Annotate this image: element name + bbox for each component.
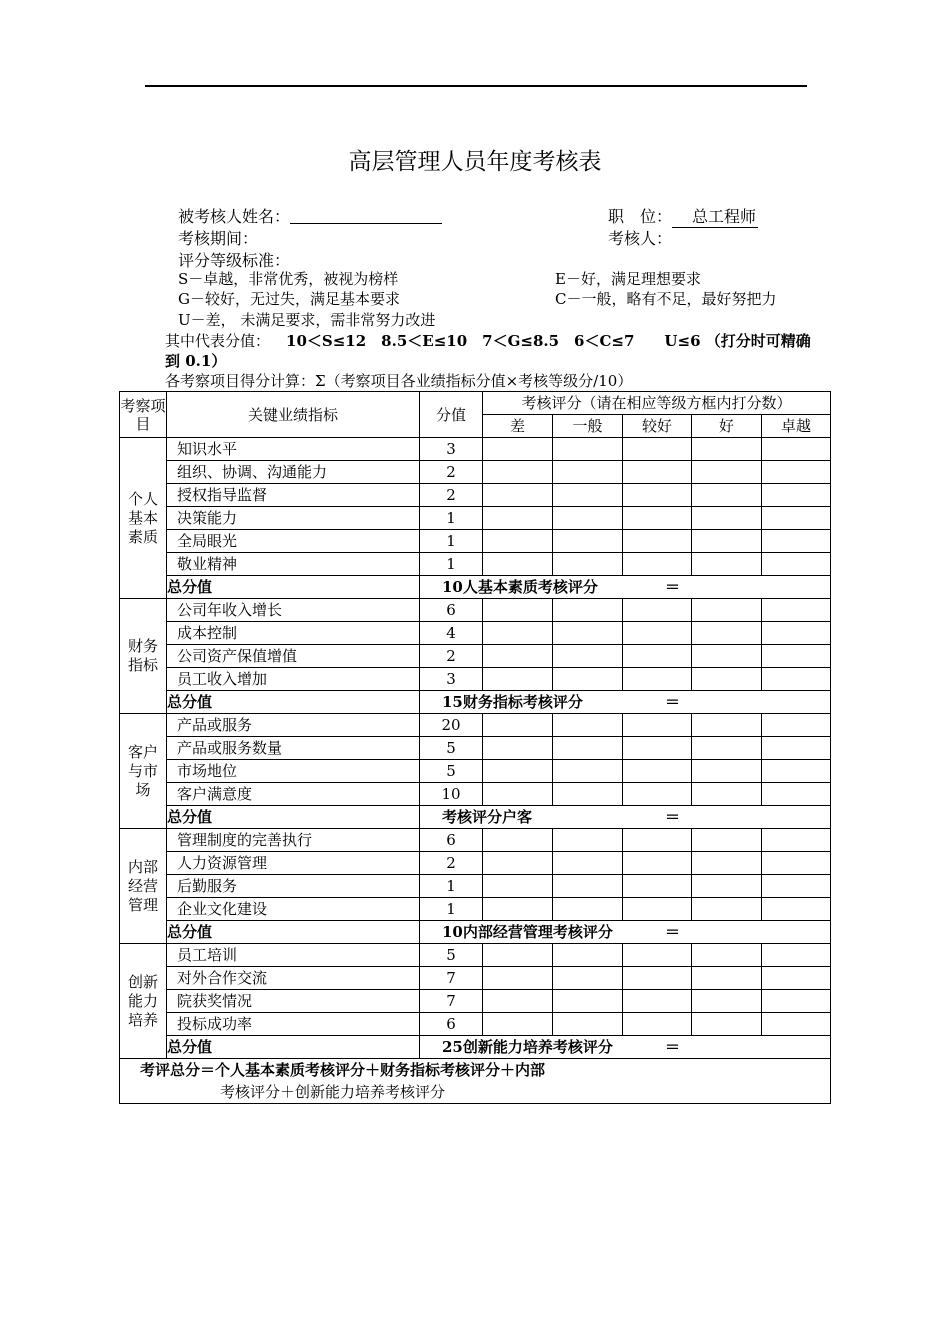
criteria-label: 评分等级标准：	[178, 251, 291, 270]
score-cell[interactable]	[483, 438, 553, 461]
kpi-name: 员工收入增加	[167, 668, 420, 691]
table-row	[120, 507, 831, 530]
score-cell[interactable]	[692, 967, 762, 990]
header-eval: 考核评分（请在相应等级方框内打分数）	[483, 392, 831, 415]
score-cell[interactable]	[623, 829, 692, 852]
kpi-weight: 6	[420, 1013, 483, 1036]
section-total-row	[120, 921, 831, 944]
score-cell[interactable]	[623, 461, 692, 484]
kpi-weight: 1	[420, 530, 483, 553]
score-cell[interactable]	[623, 714, 692, 737]
kpi-weight: 2	[420, 852, 483, 875]
score-cell[interactable]	[553, 852, 623, 875]
score-ranges-row	[165, 330, 811, 351]
kpi-weight: 1	[420, 507, 483, 530]
section-total-row	[120, 806, 831, 829]
score-ranges-label: 其中代表分值：	[165, 332, 271, 350]
score-cell[interactable]	[623, 438, 692, 461]
assessee-name-row	[178, 204, 442, 227]
score-cell[interactable]	[692, 714, 762, 737]
table-row	[120, 645, 831, 668]
kpi-name: 对外合作交流	[167, 967, 420, 990]
score-cell[interactable]	[692, 829, 762, 852]
position-label: 职 位：	[608, 207, 673, 226]
position-value[interactable]: 总工程师	[672, 204, 758, 228]
score-cell[interactable]	[553, 829, 623, 852]
score-cell[interactable]	[553, 438, 623, 461]
score-cell[interactable]	[623, 668, 692, 691]
grade-header-average: 一般	[553, 415, 623, 438]
kpi-weight: 2	[420, 461, 483, 484]
section-score-label: 财务指标考核评分	[462, 693, 583, 711]
section-name: 财务指标	[120, 599, 167, 714]
score-cell[interactable]	[762, 852, 831, 875]
score-cell[interactable]	[762, 507, 831, 530]
score-cell[interactable]	[623, 1013, 692, 1036]
section-total-weight	[420, 921, 613, 943]
score-cell[interactable]	[553, 461, 623, 484]
total-label: 总分值	[167, 1036, 420, 1059]
kpi-name: 产品或服务数量	[167, 737, 420, 760]
kpi-name: 员工培训	[167, 944, 420, 967]
table-row	[120, 875, 831, 898]
kpi-weight: 1	[420, 898, 483, 921]
section-total-weight	[420, 1036, 613, 1058]
score-cell[interactable]	[623, 944, 692, 967]
kpi-name: 院获奖情况	[167, 990, 420, 1013]
section-total-score	[420, 1036, 831, 1059]
score-cell[interactable]	[692, 484, 762, 507]
score-cell[interactable]	[483, 622, 553, 645]
score-cell[interactable]	[692, 944, 762, 967]
section-total-row	[120, 691, 831, 714]
kpi-name: 产品或服务	[167, 714, 420, 737]
score-cell[interactable]	[762, 829, 831, 852]
kpi-name: 成本控制	[167, 622, 420, 645]
score-cell[interactable]	[483, 783, 553, 806]
grade-c-text: C－一般，略有不足，最好努把力	[555, 290, 777, 308]
score-cell[interactable]	[762, 760, 831, 783]
section-total-score	[420, 806, 831, 829]
kpi-name: 公司年收入增长	[167, 599, 420, 622]
total-weight: 25	[442, 1038, 463, 1056]
score-cell[interactable]	[553, 737, 623, 760]
table-row	[120, 530, 831, 553]
kpi-weight: 2	[420, 484, 483, 507]
score-cell[interactable]	[483, 737, 553, 760]
section-total-weight	[420, 691, 583, 713]
table-row	[120, 1013, 831, 1036]
grade-u-text: U－差， 未满足要求，需非常努力改进	[178, 311, 436, 329]
grade-e-text: E－好，满足理想要求	[555, 270, 701, 288]
score-cell[interactable]	[553, 530, 623, 553]
score-cell[interactable]	[762, 622, 831, 645]
score-cell[interactable]	[623, 484, 692, 507]
kpi-name: 管理制度的完善执行	[167, 829, 420, 852]
score-cell[interactable]	[762, 530, 831, 553]
score-cell[interactable]	[623, 990, 692, 1013]
score-cell[interactable]	[692, 622, 762, 645]
score-cell[interactable]	[692, 599, 762, 622]
score-cell[interactable]	[692, 438, 762, 461]
section-total-score	[420, 576, 831, 599]
score-ranges-values: 10＜S≤12 8.5＜E≤10 7＜G≤8.5 6＜C≤7 U≤6 （打分时可精确	[286, 332, 811, 350]
score-cell[interactable]	[762, 944, 831, 967]
score-cell[interactable]	[692, 668, 762, 691]
kpi-weight: 2	[420, 645, 483, 668]
grade-g-text: G－较好，无过失，满足基本要求	[178, 290, 400, 308]
score-cell[interactable]	[762, 645, 831, 668]
score-cell[interactable]	[553, 553, 623, 576]
table-row	[120, 622, 831, 645]
score-cell[interactable]	[483, 645, 553, 668]
kpi-name: 敬业精神	[167, 553, 420, 576]
header-kpi: 关键业绩指标	[167, 392, 420, 438]
section-total-score	[420, 921, 831, 944]
score-cell[interactable]	[762, 461, 831, 484]
score-cell[interactable]	[483, 944, 553, 967]
score-cell[interactable]	[762, 668, 831, 691]
score-cell[interactable]	[762, 783, 831, 806]
table-row	[120, 737, 831, 760]
score-cell[interactable]	[692, 645, 762, 668]
grade-header-fair: 较好	[623, 415, 692, 438]
total-label: 总分值	[167, 691, 420, 714]
kpi-name: 知识水平	[167, 438, 420, 461]
score-cell[interactable]	[553, 507, 623, 530]
section-name: 个人基本素质	[120, 438, 167, 599]
score-cell[interactable]	[483, 990, 553, 1013]
score-cell[interactable]	[483, 599, 553, 622]
score-cell[interactable]	[623, 760, 692, 783]
score-cell[interactable]	[692, 783, 762, 806]
score-cell[interactable]	[553, 1013, 623, 1036]
equals-sign: ＝	[664, 578, 680, 596]
table-row	[120, 967, 831, 990]
equals-sign: ＝	[664, 693, 680, 711]
kpi-weight: 6	[420, 599, 483, 622]
kpi-weight: 10	[420, 783, 483, 806]
kpi-weight: 3	[420, 668, 483, 691]
table-row	[120, 944, 831, 967]
final-total-cell	[120, 1059, 831, 1104]
top-rule	[145, 85, 807, 87]
table-row	[120, 760, 831, 783]
table-row	[120, 438, 831, 461]
score-cell[interactable]	[483, 553, 553, 576]
score-cell[interactable]	[553, 944, 623, 967]
score-cell[interactable]	[762, 737, 831, 760]
score-cell[interactable]	[623, 967, 692, 990]
score-cell[interactable]	[762, 484, 831, 507]
score-cell[interactable]	[483, 875, 553, 898]
score-cell[interactable]	[553, 645, 623, 668]
position-row	[608, 204, 758, 228]
kpi-name: 后勤服务	[167, 875, 420, 898]
kpi-name: 公司资产保值增值	[167, 645, 420, 668]
score-cell[interactable]	[692, 461, 762, 484]
score-cell[interactable]	[553, 599, 623, 622]
equals-sign: ＝	[664, 923, 680, 941]
score-cell[interactable]	[623, 553, 692, 576]
score-cell[interactable]	[483, 967, 553, 990]
grade-s-text: S－卓越，非常优秀，被视为榜样	[178, 270, 399, 288]
header-item: 考察项目	[120, 392, 167, 438]
score-cell[interactable]	[553, 484, 623, 507]
final-total-row	[120, 1059, 831, 1104]
header-weight: 分值	[420, 392, 483, 438]
table-row	[120, 553, 831, 576]
table-row	[120, 852, 831, 875]
kpi-name: 决策能力	[167, 507, 420, 530]
score-cell[interactable]	[762, 553, 831, 576]
score-cell[interactable]	[483, 829, 553, 852]
kpi-weight: 3	[420, 438, 483, 461]
section-total-weight	[420, 576, 598, 598]
kpi-name: 企业文化建设	[167, 898, 420, 921]
score-cell[interactable]	[553, 622, 623, 645]
total-weight: 10	[442, 578, 463, 596]
score-cell[interactable]	[623, 599, 692, 622]
kpi-name: 全局眼光	[167, 530, 420, 553]
section-name: 客户与市场	[120, 714, 167, 829]
section-name: 创新能力培养	[120, 944, 167, 1059]
calc-note: 各考察项目得分计算：Σ（考察项目各业绩指标分值×考核等级分/10）	[165, 372, 633, 390]
score-cell[interactable]	[553, 783, 623, 806]
assessment-table	[119, 391, 831, 1104]
score-cell[interactable]	[692, 852, 762, 875]
final-total-line1: 考评总分＝个人基本素质考核评分＋财务指标考核评分＋内部	[140, 1061, 546, 1079]
score-cell[interactable]	[553, 967, 623, 990]
score-cell[interactable]	[483, 530, 553, 553]
score-cell[interactable]	[692, 1013, 762, 1036]
table-row	[120, 898, 831, 921]
score-cell[interactable]	[623, 737, 692, 760]
score-cell[interactable]	[762, 438, 831, 461]
score-cell[interactable]	[762, 714, 831, 737]
section-score-label: 内部经营管理考核评分	[462, 923, 613, 941]
total-label: 总分值	[167, 921, 420, 944]
score-cell[interactable]	[553, 875, 623, 898]
score-cell[interactable]	[762, 898, 831, 921]
score-cell[interactable]	[692, 507, 762, 530]
kpi-weight: 4	[420, 622, 483, 645]
grade-header-poor: 差	[483, 415, 553, 438]
total-label: 总分值	[167, 576, 420, 599]
grade-header-excellent: 卓越	[762, 415, 831, 438]
table-row	[120, 829, 831, 852]
kpi-name: 组织、协调、沟通能力	[167, 461, 420, 484]
score-cell[interactable]	[623, 645, 692, 668]
table-row	[120, 990, 831, 1013]
assessee-name-label: 被考核人姓名：	[178, 207, 291, 226]
score-cell[interactable]	[623, 530, 692, 553]
table-row	[120, 599, 831, 622]
kpi-weight: 20	[420, 714, 483, 737]
assessee-name-field[interactable]	[290, 209, 442, 224]
score-cell[interactable]	[623, 852, 692, 875]
section-total-weight	[420, 806, 532, 828]
score-cell[interactable]	[762, 990, 831, 1013]
final-total-line2: 考核评分＋创新能力培养考核评分	[220, 1083, 446, 1101]
score-cell[interactable]	[692, 737, 762, 760]
assessor-label: 考核人：	[608, 229, 673, 248]
grade-header-good: 好	[692, 415, 762, 438]
score-cell[interactable]	[692, 990, 762, 1013]
kpi-weight: 5	[420, 944, 483, 967]
score-cell[interactable]	[483, 484, 553, 507]
table-row	[120, 783, 831, 806]
header-row-1	[120, 392, 831, 415]
score-cell[interactable]	[553, 990, 623, 1013]
section-score-label: 人基本素质考核评分	[462, 578, 598, 596]
table-row	[120, 714, 831, 737]
score-cell[interactable]	[553, 898, 623, 921]
period-label: 考核期间：	[178, 229, 259, 248]
kpi-weight: 1	[420, 553, 483, 576]
table-row	[120, 461, 831, 484]
score-cell[interactable]	[762, 1013, 831, 1036]
page-title: 高层管理人员年度考核表	[348, 149, 602, 175]
kpi-weight: 7	[420, 990, 483, 1013]
score-cell[interactable]	[483, 852, 553, 875]
kpi-weight: 6	[420, 829, 483, 852]
kpi-name: 客户满意度	[167, 783, 420, 806]
score-cell[interactable]	[553, 714, 623, 737]
score-cell[interactable]	[623, 783, 692, 806]
total-weight: 10	[442, 923, 463, 941]
kpi-weight: 7	[420, 967, 483, 990]
score-cell[interactable]	[692, 530, 762, 553]
section-total-row	[120, 1036, 831, 1059]
score-cell[interactable]	[692, 760, 762, 783]
equals-sign: ＝	[664, 808, 680, 826]
kpi-name: 授权指导监督	[167, 484, 420, 507]
score-cell[interactable]	[483, 507, 553, 530]
score-cell[interactable]	[483, 714, 553, 737]
score-cell[interactable]	[623, 875, 692, 898]
section-total-row	[120, 576, 831, 599]
kpi-name: 人力资源管理	[167, 852, 420, 875]
kpi-name: 投标成功率	[167, 1013, 420, 1036]
score-cell[interactable]	[762, 875, 831, 898]
section-name: 内部经营管理	[120, 829, 167, 944]
kpi-weight: 5	[420, 737, 483, 760]
kpi-weight: 1	[420, 875, 483, 898]
section-score-label: 考核评分户客	[442, 808, 533, 826]
section-total-score	[420, 691, 831, 714]
total-label: 总分值	[167, 806, 420, 829]
score-cell[interactable]	[623, 507, 692, 530]
table-row	[120, 668, 831, 691]
kpi-name: 市场地位	[167, 760, 420, 783]
score-cell[interactable]	[483, 1013, 553, 1036]
score-cell[interactable]	[483, 898, 553, 921]
total-weight: 15	[442, 693, 463, 711]
score-cell[interactable]	[553, 668, 623, 691]
score-cell[interactable]	[483, 668, 553, 691]
score-cell[interactable]	[692, 553, 762, 576]
score-cell[interactable]	[483, 461, 553, 484]
score-cell[interactable]	[623, 898, 692, 921]
kpi-weight: 5	[420, 760, 483, 783]
section-score-label: 创新能力培养考核评分	[462, 1038, 613, 1056]
score-cell[interactable]	[762, 599, 831, 622]
score-cell[interactable]	[692, 898, 762, 921]
score-ranges-line2: 到 0.1）	[165, 352, 227, 370]
score-cell[interactable]	[692, 875, 762, 898]
equals-sign: ＝	[664, 1038, 680, 1056]
score-cell[interactable]	[762, 967, 831, 990]
score-cell[interactable]	[483, 760, 553, 783]
table-row	[120, 484, 831, 507]
score-cell[interactable]	[623, 622, 692, 645]
score-cell[interactable]	[553, 760, 623, 783]
